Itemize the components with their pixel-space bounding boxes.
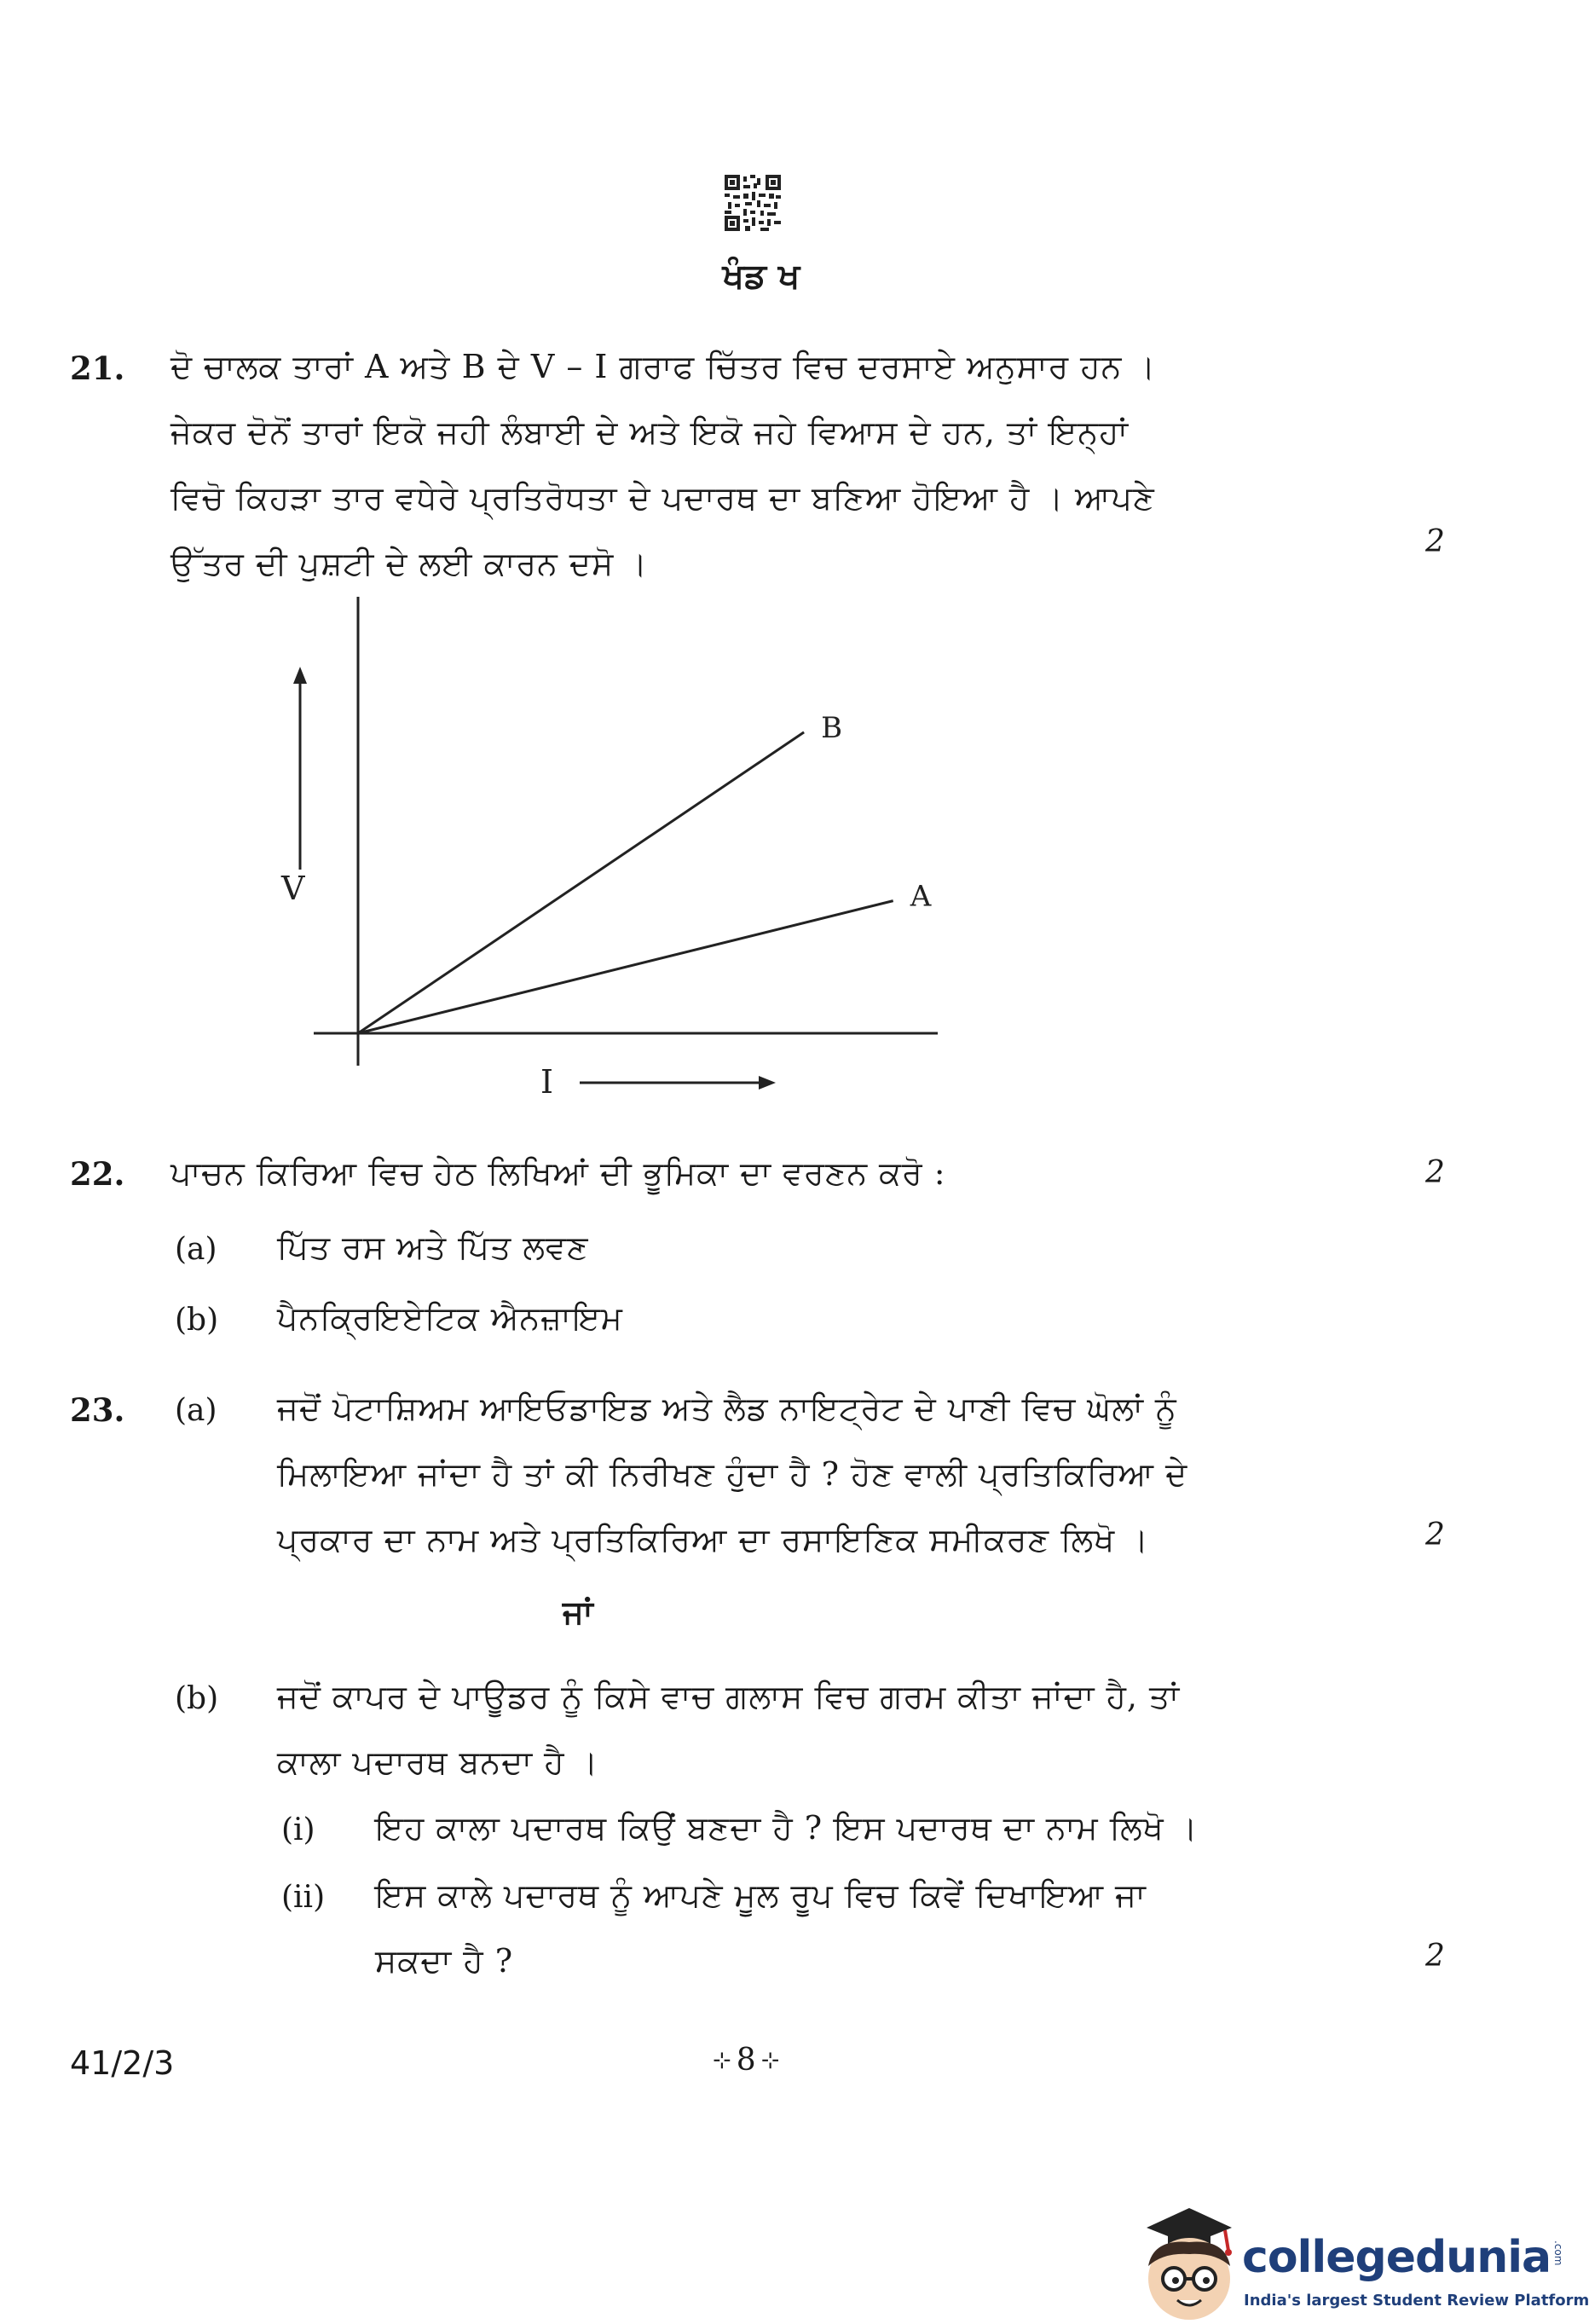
q21-marks: 2: [1425, 524, 1445, 559]
q21-line-4: ਉੱਤਰ ਦੀ ਪੁਸ਼ਟੀ ਦੇ ਲਈ ਕਾਰਨ ਦਸੋ ।: [170, 545, 648, 582]
q23-number: 23.: [70, 1391, 125, 1429]
collegedunia-logo: [1130, 2198, 1589, 2321]
q22-number: 22.: [70, 1155, 125, 1193]
x-axis-label: I: [540, 1063, 554, 1101]
y-axis-label: V: [281, 870, 305, 907]
q21-line-1: ਦੋ ਚਾਲਕ ਤਾਰਾਂ A ਅਤੇ B ਦੇ V – I ਗਰਾਫ ਚਿੱਤਰ ਵਿਚ ਦਰਸਾਏ ਅਨੁਸਾਰ ਹਨ ।: [170, 348, 1157, 385]
q23-b-sub-i-text: ਇਹ ਕਾਲਾ ਪਦਾਰਥ ਕਿਉਂ ਬਣਦਾ ਹੈ ? ਇਸ ਪਦਾਰਥ ਦਾ ਨਾਮ ਲਿਖੋ ।: [375, 1809, 1199, 1847]
q23-a-line-1: ਜਦੋਂ ਪੋਟਾਸ਼ਿਅਮ ਆਇਓਡਾਇਡ ਅਤੇ ਲੈਡ ਨਾਇਟ੍ਰੇਟ ਦੇ ਪਾਣੀ ਵਿਚ ਘੋਲਾਂ ਨੂੰ: [277, 1390, 1177, 1427]
q22-marks: 2: [1425, 1155, 1445, 1190]
q22-text: ਪਾਚਨ ਕਿਰਿਆ ਵਿਚ ਹੇਠ ਲਿਖਿਆਂ ਦੀ ਭੂਮਿਕਾ ਦਾ ਵਰਣਨ ਕਰੋ :: [170, 1154, 946, 1192]
q23-b-line-2: ਕਾਲਾ ਪਦਾਰਥ ਬਨਦਾ ਹੈ ।: [277, 1743, 599, 1781]
q23-b-label: (b): [175, 1681, 219, 1716]
q22-option-b-text: ਪੈਨਕ੍ਰਿਇਏਟਿਕ ਐਨਜ਼ਾਇਮ: [277, 1299, 623, 1337]
paper-code: 41/2/3: [70, 2044, 175, 2082]
q23-a-label: (a): [175, 1393, 217, 1428]
brand-name-row: [1242, 2232, 1564, 2283]
page-number-group: [713, 2043, 780, 2078]
qr-code-icon: [725, 175, 781, 231]
q23-a-marks: 2: [1425, 1518, 1445, 1552]
brand-suffix: .com: [1552, 2240, 1565, 2266]
series-line-a: [358, 901, 893, 1033]
q21-line-3: ਵਿਚੋ ਕਿਹੜਾ ਤਾਰ ਵਧੇਰੇ ਪ੍ਰਤਿਰੋਧਤਾ ਦੇ ਪਦਾਰਥ ਦਾ ਬਣਿਆ ਹੋਇਆ ਹੈ । ਆਪਣੇ: [170, 479, 1155, 517]
q23-b-sub-i-label: (i): [281, 1812, 315, 1847]
vi-graph: [256, 588, 955, 1117]
v-axis-arrow-icon: [293, 667, 307, 870]
ornament-left-icon: ⊹: [713, 2047, 731, 2073]
series-line-b: [358, 732, 804, 1033]
i-axis-arrow-icon: [580, 1076, 776, 1090]
brand-tagline: India's largest Student Review Platform: [1244, 2292, 1589, 2310]
q23-b-sub-ii-line-1: ਇਸ ਕਾਲੇ ਪਦਾਰਥ ਨੂੰ ਆਪਣੇ ਮੂਲ ਰੂਪ ਵਿਚ ਕਿਵੇਂ ਦਿਖਾਇਆ ਜਾ: [375, 1876, 1147, 1914]
brand-name: collegedunia: [1242, 2232, 1551, 2283]
section-title: ਖੰਡ ਖ: [722, 256, 800, 296]
q21-text: [170, 334, 1415, 597]
q23-b-sub-ii-line-2: ਸਕਦਾ ਹੈ ?: [375, 1942, 514, 1980]
q22-option-a-label: (a): [175, 1232, 217, 1267]
q21-line-2: ਜੇਕਰ ਦੋਨੋਂ ਤਾਰਾਂ ਇਕੋ ਜਹੀ ਲੰਬਾਈ ਦੇ ਅਤੇ ਇਕੋ ਜਹੇ ਵਿਆਸ ਦੇ ਹਨ, ਤਾਂ ਇਨ੍ਹਾਂ: [170, 413, 1130, 451]
q23-b-text: [277, 1664, 1385, 1795]
q23-a-line-3: ਪ੍ਰਕਾਰ ਦਾ ਨਾਮ ਅਤੇ ਪ੍ਰਤਿਕਿਰਿਆ ਦਾ ਰਸਾਇਣਿਕ ਸਮੀਕਰਣ ਲਿਖੋ ।: [277, 1521, 1149, 1558]
q23-b-marks: 2: [1425, 1939, 1445, 1974]
q23-a-text: [277, 1376, 1385, 1573]
page-number: 8: [736, 2043, 756, 2078]
q22-option-a-text: ਪਿੱਤ ਰਸ ਅਤੇ ਪਿੱਤ ਲਵਣ: [277, 1228, 589, 1266]
q22-option-b-label: (b): [175, 1303, 219, 1338]
series-label-a: A: [910, 879, 932, 914]
or-separator: ਜਾਂ: [563, 1593, 593, 1631]
q23-b-sub-ii-text: [375, 1863, 1398, 1994]
q21-number: 21.: [70, 350, 125, 387]
mascot-icon: [1130, 2198, 1240, 2321]
q23-b-line-1: ਜਦੋਂ ਕਾਪਰ ਦੇ ਪਾਊਡਰ ਨੂੰ ਕਿਸੇ ਵਾਚ ਗਲਾਸ ਵਿਚ ਗਰਮ ਕੀਤਾ ਜਾਂਦਾ ਹੈ, ਤਾਂ: [277, 1678, 1181, 1715]
q23-a-line-2: ਮਿਲਾਇਆ ਜਾਂਦਾ ਹੈ ਤਾਂ ਕੀ ਨਿਰੀਖਣ ਹੁੰਦਾ ਹੈ ? ਹੋਣ ਵਾਲੀ ਪ੍ਰਤਿਕਿਰਿਆ ਦੇ: [277, 1455, 1188, 1493]
series-label-b: B: [821, 710, 843, 745]
q23-b-sub-ii-label: (ii): [281, 1880, 326, 1915]
ornament-right-icon: ⊹: [760, 2047, 780, 2073]
